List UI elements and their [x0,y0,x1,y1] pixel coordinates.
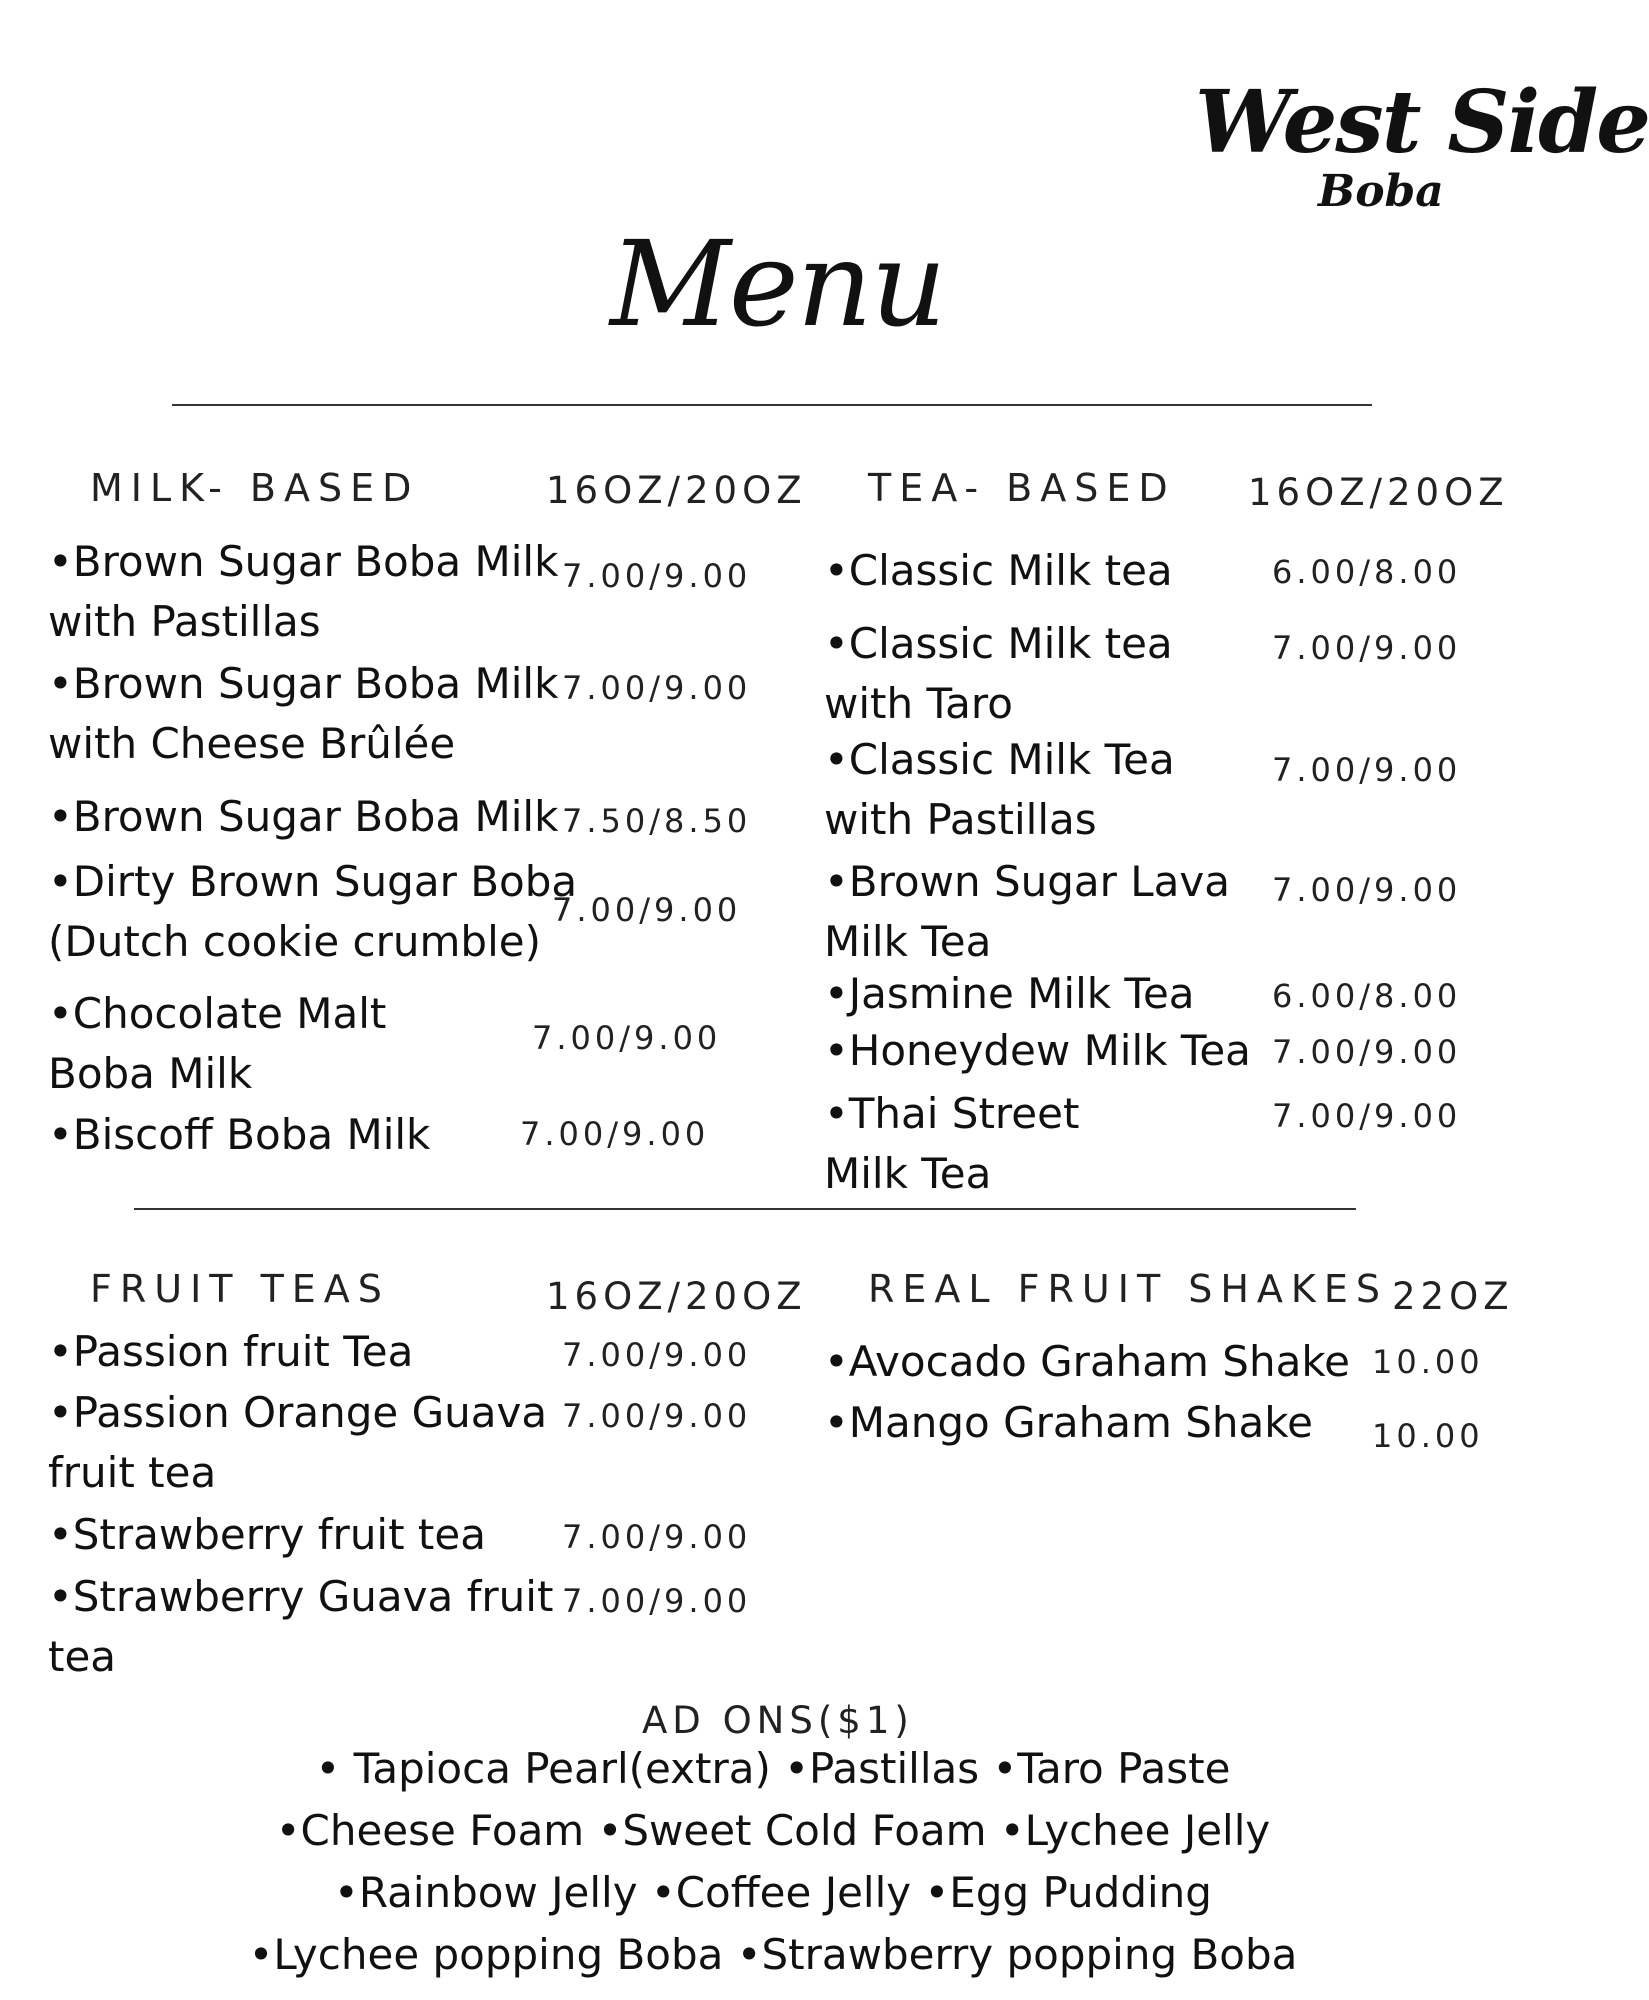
tea-based-size-label: 16OZ/20OZ [1248,471,1509,514]
milk-based-size-label: 16OZ/20OZ [546,469,807,512]
menu-item-price: 7.00/9.00 [1272,871,1462,909]
menu-item-name: •Strawberry fruit tea [48,1510,486,1559]
menu-item-name: •Chocolate Malt [48,989,387,1038]
section-divider [134,1208,1356,1210]
menu-item-name-line2: Milk Tea [824,917,992,966]
menu-item-price: 7.00/9.00 [562,1582,752,1620]
menu-item-name: •Honeydew Milk Tea [824,1026,1251,1075]
menu-item-name-line2: fruit tea [48,1448,217,1497]
add-ons-line: • Tapioca Pearl(extra) •Pastillas •Taro Paste [315,1744,1231,1793]
menu-item-price: 7.00/9.00 [562,1518,752,1556]
menu-item-name: •Classic Milk Tea [824,735,1175,784]
menu-item-name: •Brown Sugar Boba Milk [48,659,559,708]
menu-item-name: •Brown Sugar Boba Milk [48,792,559,841]
tea-based-heading: TEA- BASED [868,466,1176,510]
menu-item-price: 7.00/9.00 [562,557,752,595]
fruit-teas-heading: FRUIT TEAS [90,1267,390,1311]
menu-item-name-line2: Milk Tea [824,1149,992,1198]
menu-item-price: 7.00/9.00 [1272,751,1462,789]
menu-item-name-line2: Boba Milk [48,1049,253,1098]
menu-item-price: 7.00/9.00 [1272,1033,1462,1071]
menu-item-price: 7.50/8.50 [562,802,752,840]
real-fruit-shakes-size-label: 22OZ [1392,1275,1514,1318]
menu-item-name: •Jasmine Milk Tea [824,969,1195,1018]
menu-item-price: 10.00 [1372,1417,1484,1455]
menu-item-price: 7.00/9.00 [562,669,752,707]
menu-item-name: •Passion Orange Guava [48,1388,548,1437]
menu-item-name: •Mango Graham Shake [824,1398,1313,1447]
menu-item-name: •Classic Milk tea [824,619,1173,668]
menu-item-price: 10.00 [1372,1343,1484,1381]
menu-item-name-line2: with Pastillas [48,597,321,646]
menu-item-name: •Biscoff Boba Milk [48,1110,431,1159]
menu-item-name: •Avocado Graham Shake [824,1337,1350,1386]
menu-item-price: 6.00/8.00 [1272,553,1462,591]
menu-title: Menu [610,215,945,353]
menu-item-price: 7.00/9.00 [532,1019,722,1057]
milk-based-heading: MILK- BASED [90,466,420,510]
menu-item-name: •Brown Sugar Lava [824,857,1230,906]
brand-logo-west-side: West Side [1195,72,1649,173]
real-fruit-shakes-heading: REAL FRUIT SHAKES [868,1267,1388,1311]
menu-item-name: •Thai Street [824,1089,1080,1138]
menu-item-price: 7.00/9.00 [1272,629,1462,667]
menu-item-name-line2: with Cheese Brûlée [48,719,456,768]
menu-item-price: 7.00/9.00 [562,1336,752,1374]
fruit-teas-size-label: 16OZ/20OZ [546,1275,807,1318]
menu-item-name-line2: with Pastillas [824,795,1097,844]
title-divider [172,404,1372,406]
menu-item-price: 7.00/9.00 [1272,1097,1462,1135]
menu-item-name: •Classic Milk tea [824,546,1173,595]
add-ons-line: •Cheese Foam •Sweet Cold Foam •Lychee Jelly [275,1806,1271,1855]
brand-logo-boba: Boba [1318,166,1444,217]
menu-item-name: •Brown Sugar Boba Milk [48,537,559,586]
menu-item-price: 7.00/9.00 [520,1115,710,1153]
menu-item-name: •Passion fruit Tea [48,1327,414,1376]
menu-item-price: 7.00/9.00 [552,891,742,929]
menu-item-name-line2: tea [48,1632,117,1681]
add-ons-heading: AD ONS($1) [642,1699,914,1742]
add-ons-line: •Rainbow Jelly •Coffee Jelly •Egg Pudding [334,1868,1212,1917]
menu-item-name-line2: with Taro [824,679,1013,728]
menu-item-name: •Dirty Brown Sugar Boba [48,857,578,906]
menu-item-name: •Strawberry Guava fruit [48,1572,554,1621]
menu-item-price: 7.00/9.00 [562,1397,752,1435]
menu-item-price: 6.00/8.00 [1272,977,1462,1015]
menu-item-name-line2: (Dutch cookie crumble) [48,917,541,966]
add-ons-line: •Lychee popping Boba •Strawberry popping Boba [248,1930,1298,1979]
